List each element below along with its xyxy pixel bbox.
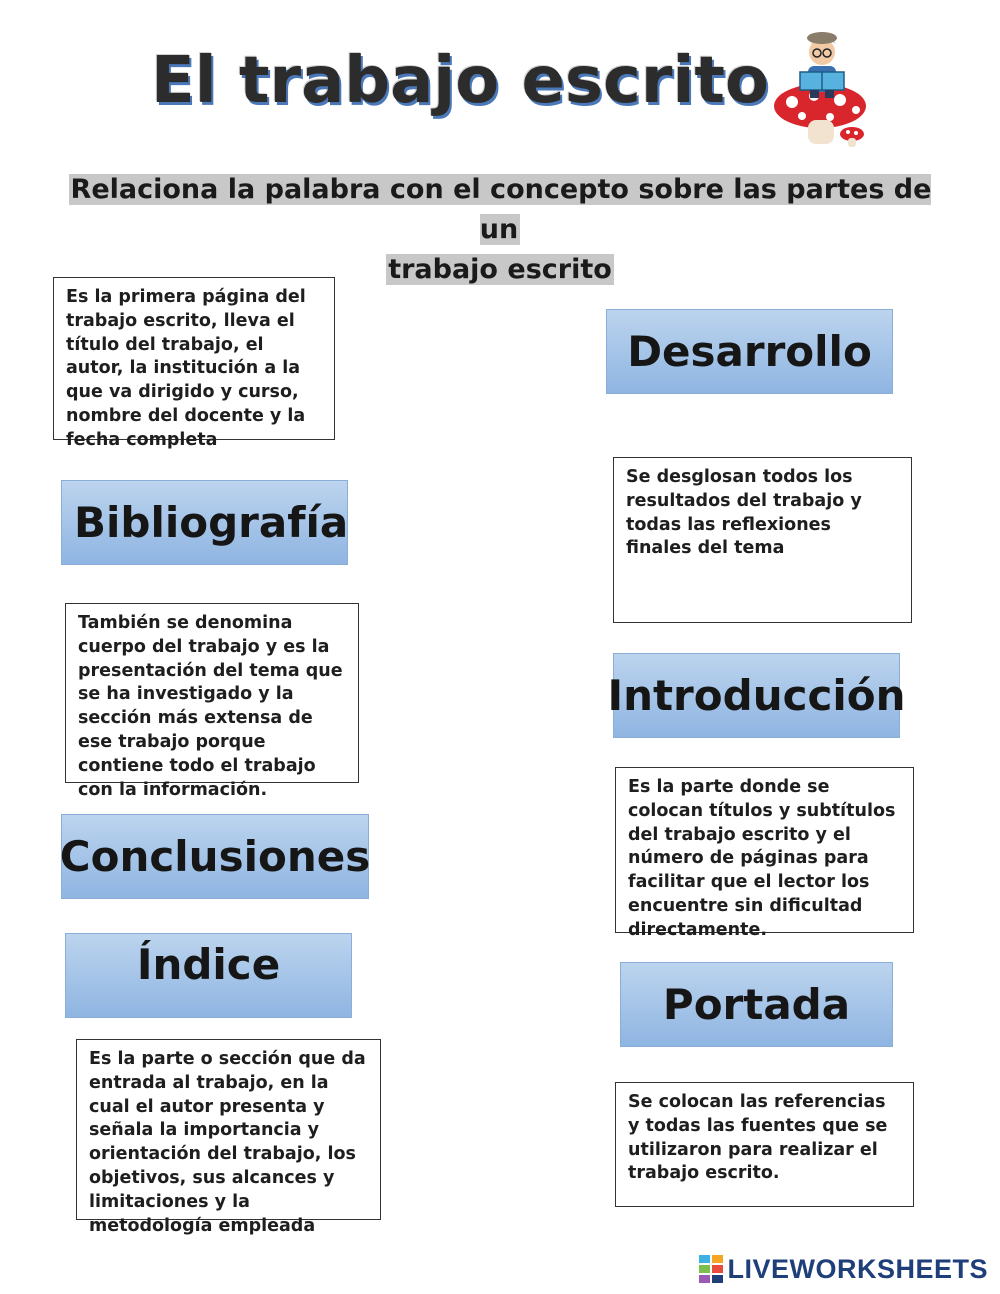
term-bibliografia[interactable]: Bibliografía [61,480,348,565]
instruction-line-2: trabajo escrito [388,254,612,285]
term-desarrollo[interactable]: Desarrollo [606,309,893,394]
instruction-line-1: Relaciona la palabra con el concepto sobre las partes de un [70,174,932,245]
definition-box-desarrollo: También se denomina cuerpo del trabajo y es la presentación del tema que se ha investigado y la sección más extensa de ese trabajo porque contiene todo el trabajo con la información. [65,603,359,783]
definition-box-portada: Es la primera página del trabajo escrito, lleva el título del trabajo, el autor, la institución a la que va dirigido y curso, nombre del docente y la fecha completa [53,277,335,440]
term-introduccion[interactable]: Introducción [613,653,900,738]
definition-box-bibliografia: Se colocan las referencias y todas las fuentes que se utilizaron para realizar el trabajo escrito. [615,1082,914,1207]
definition-box-conclusiones: Se desglosan todos los resultados del trabajo y todas las reflexiones finales del tema [613,457,912,623]
term-indice[interactable]: Índice [65,933,352,1018]
term-portada[interactable]: Portada [620,962,893,1047]
liveworksheets-logo-icon [699,1255,725,1283]
definition-box-introduccion: Es la parte o sección que da entrada al trabajo, en la cual el autor presenta y señala la importancia y orientación del trabajo, los objetivos, sus alcances y limitaciones y la metodología empleada [76,1039,381,1220]
logo-text: LIVEWORKSHEETS [727,1253,988,1284]
definition-box-indice: Es la parte donde se colocan títulos y subtítulos del trabajo escrito y el número de páginas para facilitar que el lector los encuentre sin dificultad directamente. [615,767,914,933]
page-title: El trabajo escrito [151,44,769,118]
instruction-text [55,170,945,290]
reader-on-mushroom-illustration [770,22,874,152]
term-conclusiones[interactable]: Conclusiones [61,814,369,899]
liveworksheets-logo [699,1252,988,1286]
